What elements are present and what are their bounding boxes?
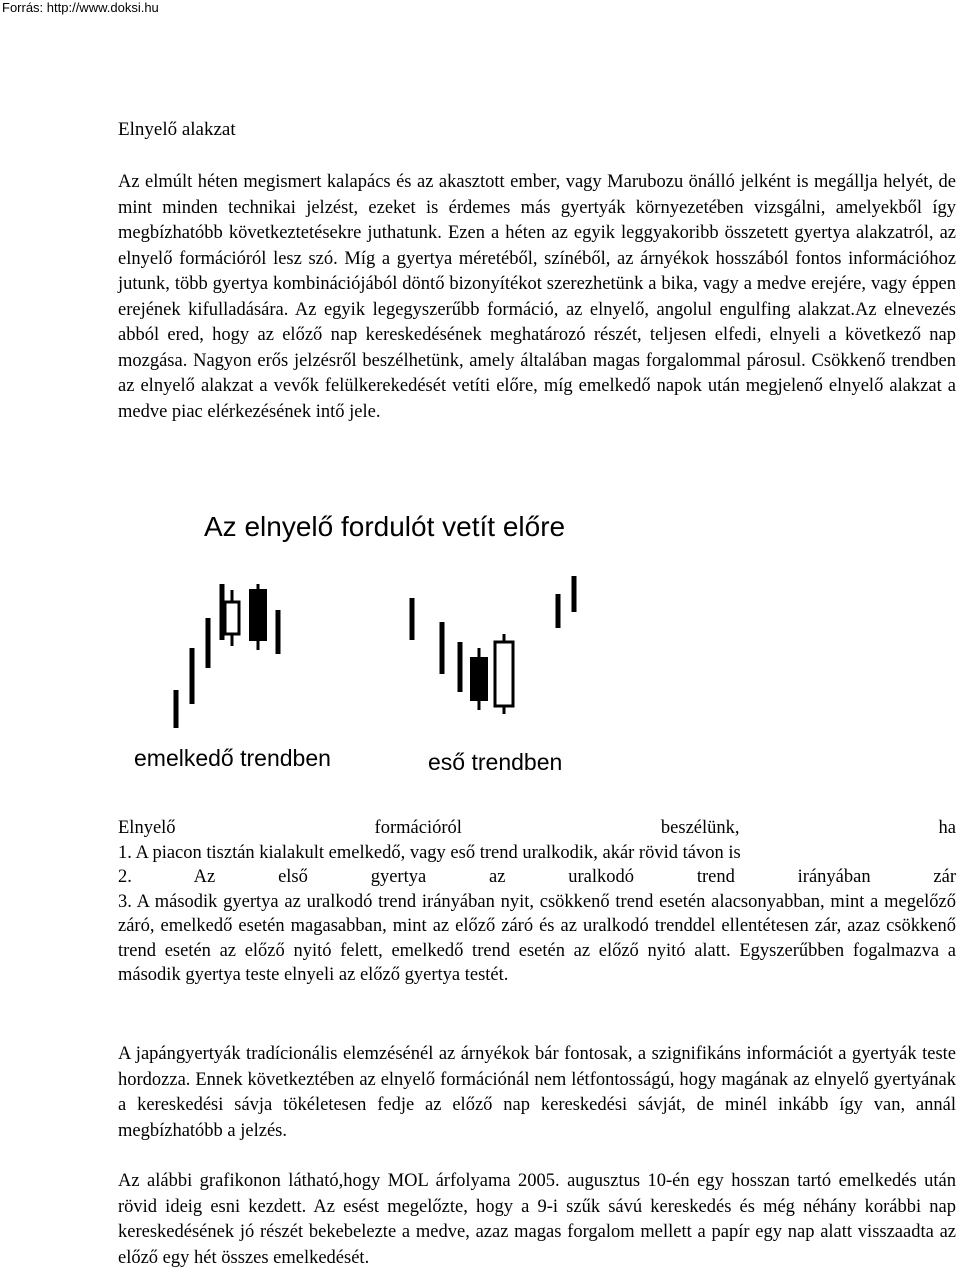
condition-item-1: 1. A piacon tisztán kialakult emelkedő, vagy eső trend uralkodik, akár rövid távon is [118,842,741,863]
candles-paragraph: A japángyertyák tradícionális elemzésénél az árnyékok bár fontosak, a szignifikáns információt a gyertyák teste hordozza. Ennek következtében az elnyelő formációnál nem létfontosságú, hogy magának az elnyelő gyertyának a kereskedési sávja tökéletesen fedje az előző nap kereskedési sávját, de minél inkább így van, annál megbízhatóbb a jelzés. [118,1044,956,1141]
candle-g1-6 [250,584,266,650]
conditions-list [118,816,956,988]
candle-g2-5 [495,634,513,714]
mol-paragraph: Az alábbi grafikonon látható,hogy MOL árfolyama 2005. augusztus 10-én egy hosszan tartó emelkedés után rövid ideig esni kezdett. Az esést megelőzte, hogy a 9-i szűk sávú kereskedés és még néhány korábbi nap kereskedésének jó részét bekebelezte a medve, azaz magas forgalom mellett a papír egy nap alatt visszaadta az előző egy hét összes emelkedését. [118,1171,956,1268]
chart-label-uptrend: emelkedő trendben [134,745,331,771]
condition-item-3: 3. A második gyertya az uralkodó trend irányában nyit, csökkenő trend esetén alacsonyabban, mint a megelőző záró, emelkedő esetén magasabban, mint az előző záró és az uralkodó trenddel ellentétesen zár, azaz csökkenő trend esetén az előző nyitó felett, emelkedő trend esetén az előző nyitó alatt. Egyszerűbben fogalmazva a második gyertya teste elnyeli az előző gyertya testét. [118,891,956,985]
candle-g2-4 [471,648,487,710]
source-header: Forrás: http://www.doksi.hu [2,0,159,15]
intro-paragraph: Az elmúlt héten megismert kalapács és az akasztott ember, vagy Marubozu önálló jelként is megállja helyét, de mint minden technikai jelzést, ezeket is érdemes más gyertyák környezetében vizsgálni, amelyekből így megbízhatóbb következtetésekre juthatunk. Ezen a héten az egyik leggyakoribb összetett gyertya alakzatról, az elnyelő formációról lesz szó. Míg a gyertya méretéből, színéből, az árnyékok hosszából fontos információhoz jutunk, több gyertya kombinációjából döntő bizonyítékot szerezhetünk a bika, vagy a medve erejére, vagy éppen erejének kifulladására. Az egyik legegyszerűbb formáció, az elnyelő, angolul engulfing alakzat.Az elnevezés abból ered, hogy az előző nap kereskedésének meghatározó részét, teljesen elfedi, elnyeli a következő nap mozgása. Nagyon erős jelzésről beszélhetünk, amely általában magas forgalommal párosul. Csökkenő trendben az elnyelő alakzat a vevők felülkerekedését vetíti előre, míg emelkedő napok után megjelenő elnyelő alakzat a medve piac elérkezésének intő jele. [118,172,956,422]
engulfing-chart [118,498,618,788]
chart-label-downtrend: eső trendben [428,749,563,775]
conditions-lead: Elnyelő formációról beszélünk, ha [118,818,956,838]
chart-title: Az elnyelő fordulót vetít előre [204,511,566,542]
page-title: Elnyelő alakzat [118,119,236,140]
candle-g1-5 [225,590,239,646]
condition-item-2: 2. Az első gyertya az uralkodó trend irányában zár [118,867,956,887]
